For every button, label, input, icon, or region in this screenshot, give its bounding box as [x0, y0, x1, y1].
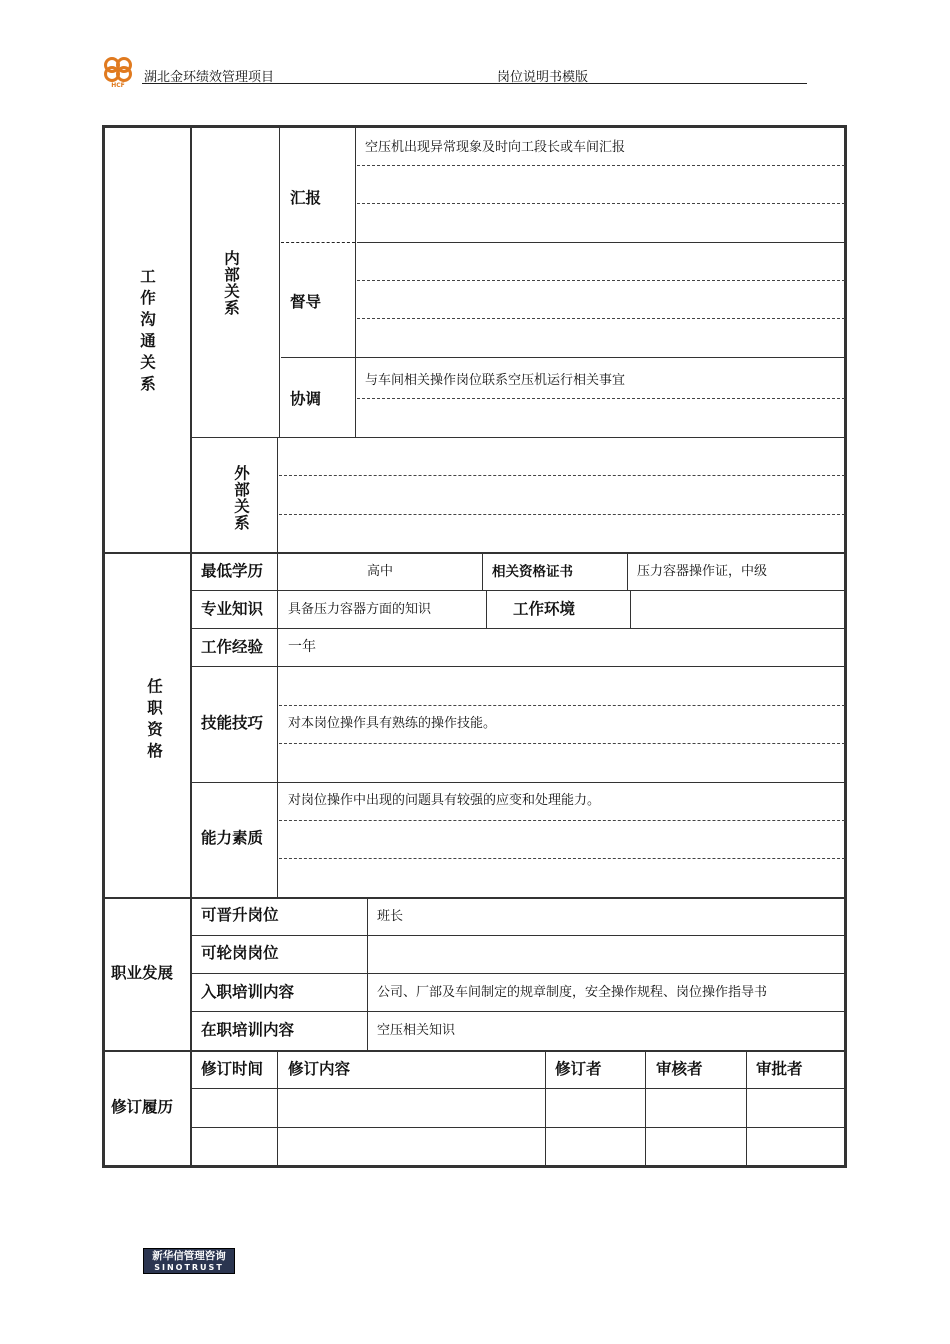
header-project: 湖北金环绩效管理项目	[144, 70, 275, 85]
sinotrust-logo	[143, 1248, 235, 1274]
external-relations-label: 外部关系	[232, 465, 250, 531]
section-divider-2	[104, 897, 845, 899]
dash-line	[357, 165, 845, 166]
coordinate-text: 与车间相关操作岗位联系空压机运行相关事宜	[365, 373, 626, 388]
dash-line	[357, 318, 845, 319]
col-line-1	[190, 128, 192, 1168]
col-line-4	[277, 438, 278, 553]
dash-line	[279, 858, 845, 859]
environment-label: 工作环境	[513, 600, 576, 618]
section-qualification: 任职资格	[145, 678, 163, 764]
row-line	[192, 666, 845, 667]
report-text: 空压机出现异常现象及时向工段长或车间汇报	[365, 140, 626, 155]
dash-line	[279, 820, 845, 821]
row-line	[192, 628, 845, 629]
row-line	[192, 782, 845, 783]
col-line	[486, 591, 487, 629]
revision-col-time: 修订时间	[201, 1060, 264, 1078]
revision-col-approver: 审批者	[756, 1060, 803, 1078]
internal-relations-label: 内部关系	[222, 250, 240, 316]
promotion-label: 可晋升岗位	[201, 906, 279, 924]
table-bottom-line	[190, 1165, 847, 1168]
svg-text:HCF: HCF	[111, 82, 125, 88]
row-line	[192, 973, 845, 974]
header-doc-title: 岗位说明书模版	[497, 70, 589, 85]
skills-label: 技能技巧	[201, 714, 264, 732]
dash-line	[279, 705, 845, 706]
education-label: 最低学历	[201, 562, 264, 580]
row-line	[281, 357, 845, 358]
row-line	[192, 590, 845, 591]
col-line	[746, 1052, 747, 1168]
cert-value: 压力容器操作证，中级	[637, 564, 768, 579]
col-line	[482, 553, 483, 591]
knowledge-label: 专业知识	[201, 600, 264, 618]
col-line	[627, 553, 628, 591]
section-divider-1	[104, 552, 845, 554]
col-line	[630, 591, 631, 629]
section-divider-3	[104, 1050, 845, 1052]
revision-col-content: 修订内容	[288, 1060, 351, 1078]
revision-col-reviser: 修订者	[555, 1060, 602, 1078]
footer-brand-en: SINOTRUST	[154, 1263, 224, 1272]
knowledge-value: 具备压力容器方面的知识	[288, 602, 432, 617]
row-line	[192, 1088, 845, 1089]
col-line-3	[355, 128, 356, 438]
section-career: 职业发展	[111, 964, 174, 982]
report-divider	[281, 242, 355, 243]
experience-value: 一年	[288, 639, 316, 655]
dash-line	[279, 475, 845, 476]
col-line	[645, 1052, 646, 1168]
col-line	[277, 1052, 278, 1168]
section-communication: 工作沟通关系	[138, 268, 156, 397]
inservice-label: 在职培训内容	[201, 1021, 295, 1039]
col-line	[277, 553, 278, 897]
experience-label: 工作经验	[201, 638, 264, 656]
coordinate-label: 协调	[290, 390, 322, 408]
row-line	[357, 242, 845, 243]
dash-line	[357, 398, 845, 399]
row-line	[192, 935, 845, 936]
onboarding-value: 公司、厂部及车间制定的规章制度，安全操作规程、岗位操作指导书	[377, 985, 768, 1000]
footer-brand-cn: 新华信管理咨询	[152, 1250, 226, 1262]
skills-value: 对本岗位操作具有熟练的操作技能。	[288, 716, 497, 731]
dash-line	[357, 203, 845, 204]
hcf-logo	[100, 54, 138, 88]
dash-line	[357, 280, 845, 281]
col-line	[545, 1052, 546, 1168]
row-line	[192, 1127, 845, 1128]
report-label: 汇报	[290, 189, 322, 207]
cert-label: 相关资格证书	[492, 564, 573, 580]
ability-value: 对岗位操作中出现的问题具有较强的应变和处理能力。	[288, 793, 601, 808]
row-line	[192, 1011, 845, 1012]
supervise-label: 督导	[290, 293, 322, 311]
education-value: 高中	[367, 564, 394, 579]
col-line-2	[279, 128, 280, 438]
inservice-value: 空压相关知识	[377, 1023, 456, 1038]
section-revision: 修订履历	[111, 1098, 174, 1116]
header-rule	[142, 83, 807, 84]
ability-label: 能力素质	[201, 829, 264, 847]
internal-external-divider	[192, 437, 845, 438]
col-line	[367, 899, 368, 1050]
revision-col-reviewer: 审核者	[656, 1060, 703, 1078]
dash-line	[279, 514, 845, 515]
promotion-value: 班长	[377, 909, 404, 924]
dash-line	[279, 743, 845, 744]
rotation-label: 可轮岗岗位	[201, 944, 279, 962]
onboarding-label: 入职培训内容	[201, 983, 295, 1001]
